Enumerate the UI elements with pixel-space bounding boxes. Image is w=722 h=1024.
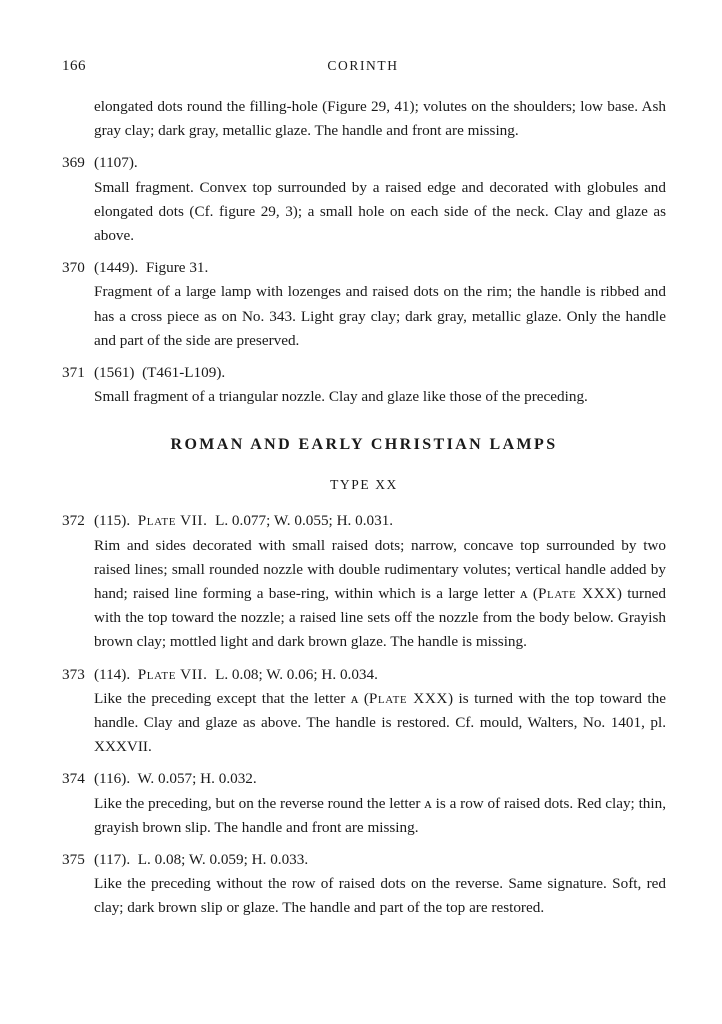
catalog-entry-370	[62, 256, 666, 353]
intro-paragraph: elongated dots round the filling-hole (Figure 29, 41); volutes on the shoulders; low base. Ash gray clay; dark gray, metallic glaze. The handle and front are missing.	[94, 98, 666, 140]
catalog-entry-373	[62, 663, 666, 760]
entry-number: 374	[62, 770, 85, 788]
plate-reference: Plate XXX	[537, 585, 617, 603]
catalog-entry-375	[62, 848, 666, 921]
entry-head	[62, 848, 666, 872]
entry-head	[62, 151, 666, 175]
entry-number: 370	[62, 259, 85, 277]
entry-number: 373	[62, 665, 85, 683]
entry-number: 372	[62, 512, 85, 530]
catalog-entry-372	[62, 509, 666, 654]
catalog-entry-374	[62, 767, 666, 840]
entry-head	[62, 663, 666, 687]
entry-head	[62, 509, 666, 533]
entry-description: Small fragment. Convex top surrounded by a raised edge and decorated with globules and elongated dots (Cf. figure 29, 3); a small hole on each side of the neck. Clay and glaze as above.	[94, 178, 666, 245]
plate-reference: Plate XXX	[368, 689, 448, 707]
section-title: ROMAN AND EARLY CHRISTIAN LAMPS	[170, 436, 558, 454]
entry-number: 369	[62, 154, 85, 172]
entry-heading: (1449). Figure 31.	[94, 259, 209, 277]
description-text: ) is turned with the top toward the handle. Clay and glaze as above. The handle is restored. Cf. mould, Walters, No. 1401, pl. XXXVII.	[94, 689, 666, 756]
entry-heading: (1107).	[94, 154, 138, 172]
entry-dimensions: L. 0.08; W. 0.06; H. 0.034.	[207, 665, 378, 683]
plate-reference: Plate VII.	[137, 665, 208, 683]
running-head	[62, 58, 664, 80]
description-text: Rim and sides decorated with small raised dots; narrow, concave top surrounded by two raised lines; small rounded nozzle with double rudimentary volutes; vertical handle added by hand; raised line forming a base-ring, within which is a large letter ᴀ (	[94, 536, 666, 603]
entry-head	[62, 767, 666, 791]
entry-head	[62, 256, 666, 280]
catalog-entry-369	[62, 151, 666, 248]
description-text: ) turned with the top toward the nozzle; a raised line sets off the nozzle from the body below. Grayish brown clay; mottled light and dark brown glaze. The handle is missing.	[94, 585, 666, 651]
entry-description: Fragment of a large lamp with lozenges and raised dots on the rim; the handle is ribbed and has a cross piece as on No. 343. Light gray clay; dark gray, metallic glaze. Only the handle and part of the side are preserved.	[94, 283, 666, 349]
plate-reference: Plate VII.	[137, 512, 208, 530]
description-text: Like the preceding except that the letter ᴀ (	[94, 689, 369, 707]
entry-description	[62, 534, 666, 655]
entry-number: 371	[62, 364, 85, 382]
entry-description: Like the preceding, but on the reverse round the letter ᴀ is a row of raised dots. Red clay; thin, grayish brown slip. The handle and front are missing.	[94, 794, 666, 836]
entry-description: Like the preceding without the row of raised dots on the reverse. Same signature. Soft, red clay; dark brown slip or glaze. The handle and part of the top are restored.	[94, 875, 666, 917]
entry-head	[62, 361, 666, 385]
entry-dimensions: L. 0.077; W. 0.055; H. 0.031.	[207, 512, 394, 530]
entry-number: 375	[62, 851, 85, 869]
catalog-entry-371	[62, 361, 666, 409]
subsection-title: TYPE XX	[330, 477, 398, 493]
entry-heading: (115).	[94, 512, 138, 530]
running-title: CORINTH	[327, 58, 399, 73]
entry-heading: (1561) (T461-L109).	[94, 364, 226, 382]
entry-description	[62, 687, 666, 760]
entry-heading: (114).	[94, 665, 138, 683]
entry-heading: (117). L. 0.08; W. 0.059; H. 0.033.	[94, 851, 309, 869]
body-text	[62, 95, 666, 921]
page-number: 166	[62, 58, 86, 74]
entry-description: Small fragment of a triangular nozzle. Clay and glaze like those of the preceding.	[94, 388, 588, 406]
entry-heading: (116). W. 0.057; H. 0.032.	[94, 770, 257, 788]
